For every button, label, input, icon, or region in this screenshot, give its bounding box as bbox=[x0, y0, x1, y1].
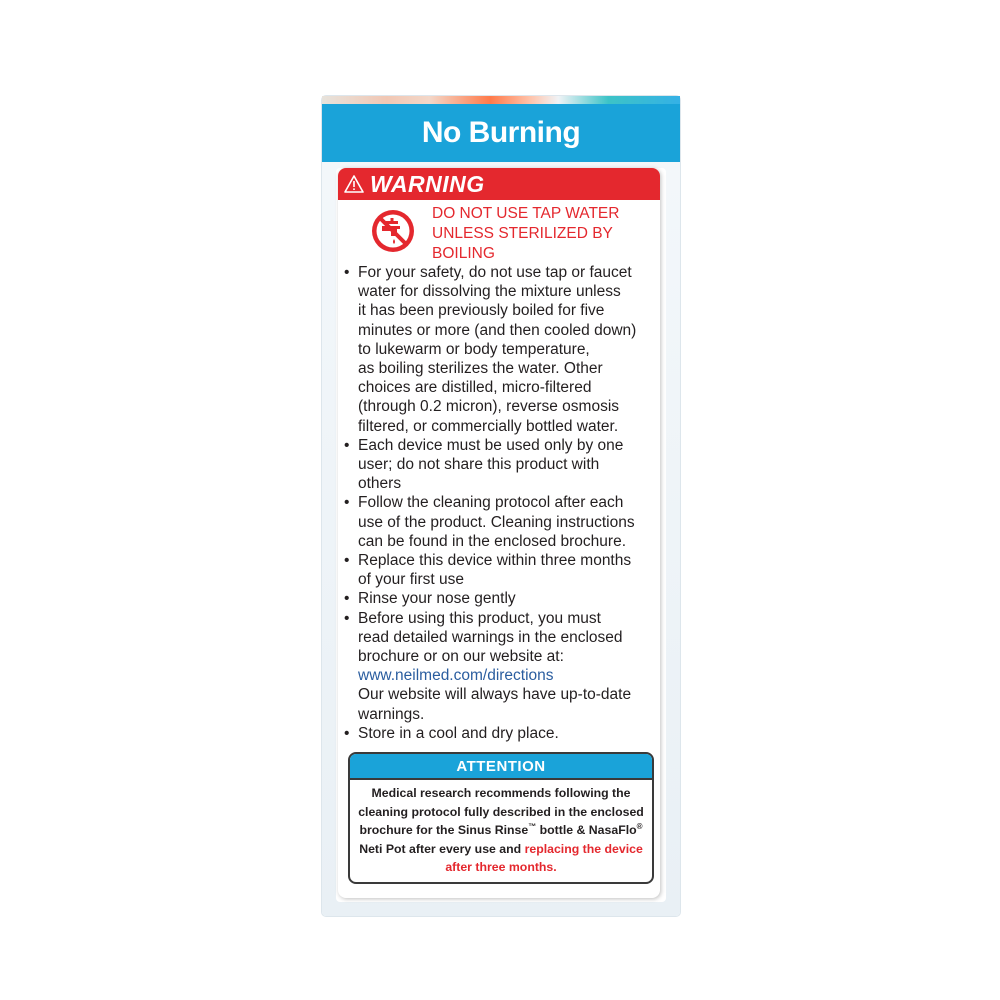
trademark-symbol: ™ bbox=[528, 821, 537, 831]
attention-text: Neti Pot after every use and bbox=[359, 841, 525, 856]
bullet-line: filtered, or commercially bottled water. bbox=[358, 417, 619, 435]
attention-text: brochure for the Sinus Rinse bbox=[359, 823, 529, 837]
list-item bbox=[344, 493, 654, 551]
bullet-line: (through 0.2 micron), reverse osmosis bbox=[358, 398, 620, 416]
attention-line: cleaning protocol fully described in the enclosed bbox=[358, 804, 644, 819]
tap-line: UNLESS STERILIZED BY bbox=[432, 225, 613, 242]
list-item bbox=[344, 551, 654, 589]
bullet-dot: • bbox=[344, 264, 350, 281]
title-bar bbox=[322, 104, 680, 162]
attention-body bbox=[350, 780, 652, 877]
attention-line bbox=[350, 840, 652, 859]
warning-header bbox=[338, 168, 660, 200]
attention-text: bottle & NasaFlo bbox=[536, 823, 637, 837]
bullet-line: brochure or on our website at: bbox=[358, 648, 564, 666]
bullet-line: minutes or more (and then cooled down) bbox=[358, 321, 637, 339]
bullet-line: use of the product. Cleaning instructions bbox=[358, 513, 635, 531]
bullet-line: of your first use bbox=[358, 571, 464, 589]
bullet-line: Follow the cleaning protocol after each bbox=[358, 494, 624, 512]
list-item bbox=[344, 436, 654, 494]
bullet-line: read detailed warnings in the enclosed bbox=[358, 628, 623, 646]
attention-line bbox=[350, 821, 652, 840]
bullet-line: Store in a cool and dry place. bbox=[358, 724, 559, 742]
page-title: No Burning bbox=[421, 116, 581, 149]
bullet-line: For your safety, do not use tap or faucet bbox=[358, 264, 632, 281]
package-art-strip bbox=[322, 96, 680, 104]
bullet-line: water for dissolving the mixture unless bbox=[358, 283, 621, 301]
bullet-line: choices are distilled, micro-filtered bbox=[358, 379, 592, 397]
bullet-dot: • bbox=[344, 724, 350, 742]
bullet-line: others bbox=[358, 475, 402, 493]
warning-card bbox=[338, 168, 660, 898]
bullet-line: as boiling sterilizes the water. Other bbox=[358, 360, 603, 378]
list-item bbox=[344, 263, 654, 436]
bullet-dot: • bbox=[344, 494, 350, 512]
warning-triangle-icon bbox=[344, 175, 364, 193]
directions-link[interactable]: www.neilmed.com/directions bbox=[358, 667, 554, 685]
list-item bbox=[344, 724, 654, 743]
warning-title: WARNING bbox=[370, 170, 485, 197]
bullet-line: Replace this device within three months bbox=[358, 552, 632, 570]
attention-title: ATTENTION bbox=[456, 757, 546, 775]
bullet-line: user; do not share this product with bbox=[358, 456, 600, 474]
attention-line: Medical research recommends following the bbox=[371, 786, 631, 800]
bullet-line: Each device must be used only by one bbox=[358, 436, 624, 454]
tap-water-warning bbox=[432, 204, 652, 264]
attention-header bbox=[350, 754, 652, 780]
bullet-line: warnings. bbox=[358, 705, 425, 723]
bullet-dot: • bbox=[344, 552, 350, 570]
bullet-line: can be found in the enclosed brochure. bbox=[358, 532, 626, 550]
registered-symbol: ® bbox=[636, 821, 643, 831]
bullet-dot: • bbox=[344, 590, 350, 608]
tap-line: BOILING bbox=[432, 245, 495, 262]
bullet-dot: • bbox=[344, 609, 350, 627]
list-item bbox=[344, 589, 654, 608]
warning-list bbox=[344, 263, 654, 743]
attention-highlight: after three months. bbox=[445, 860, 557, 874]
bullet-line: Rinse your nose gently bbox=[358, 590, 516, 608]
attention-box bbox=[348, 752, 654, 884]
no-tap-water-icon bbox=[370, 208, 416, 254]
bullet-dot: • bbox=[344, 436, 350, 454]
attention-highlight: replacing the device bbox=[524, 841, 643, 856]
bullet-line: to lukewarm or body temperature, bbox=[358, 340, 590, 358]
bullet-line: Our website will always have up-to-date bbox=[358, 686, 632, 704]
bullet-line: Before using this product, you must bbox=[358, 609, 601, 627]
list-item bbox=[344, 609, 654, 724]
tap-line: DO NOT USE TAP WATER bbox=[432, 205, 620, 222]
bullet-line: it has been previously boiled for five bbox=[358, 302, 605, 320]
